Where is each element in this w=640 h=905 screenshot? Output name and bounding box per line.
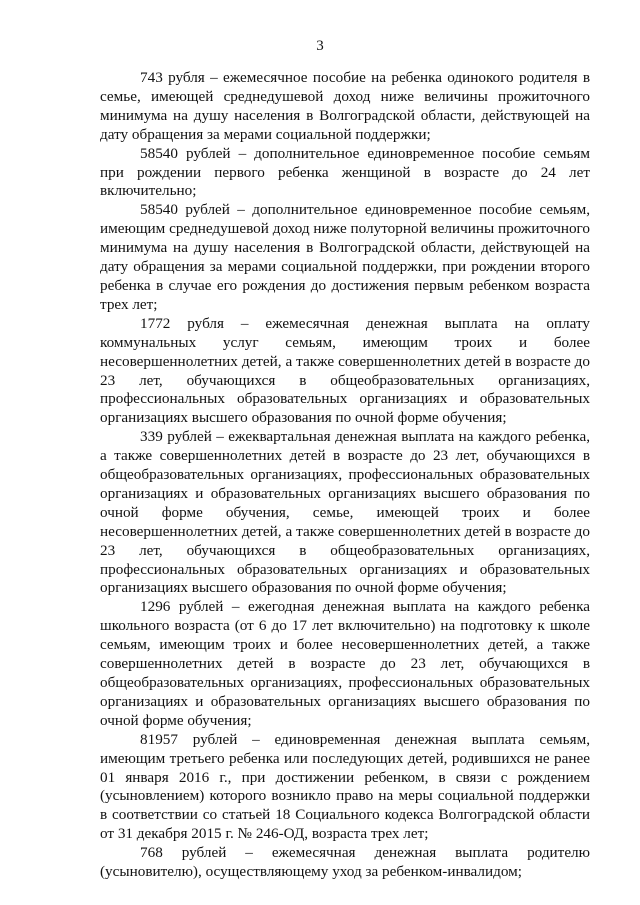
page-number: 3: [316, 38, 324, 54]
paragraph-quarterly-payment: 339 рублей – ежеквартальная денежная выплата на каждого ребенка, а также совершеннолетних детей в возрасте до 23 лет, обучающихся в общеобразовательных организациях, профессиональных образовательных организациях и образовательных организациях высшего образования по очной форме обучения, семье, имеющей троих и более несовершеннолетних детей, а также совершеннолетних детей в возрасте до 23 лет, обучающихся в общеобразовательных организациях, профессиональных образовательных организациях и образовательных организациях высшего образования по очной форме обучения;: [100, 428, 590, 597]
paragraph-third-child-payment: 81957 рублей – единовременная денежная выплата семьям, имеющим третьего ребенка или последующих детей, родившихся не ранее 01 января 2016 г., при достижении ребенком, в связи с рождением (усыновлением) которого возникло право на меры социальной поддержки в соответствии со статьей 18 Социального кодекса Волгоградской области от 31 декабря 2015 г. № 246-ОД, возраста трех лет;: [100, 730, 590, 843]
paragraph-utilities-payment: 1772 рубля – ежемесячная денежная выплата на оплату коммунальных услуг семьям, имеющим троих и более несовершеннолетних детей, а также совершеннолетних детей в возрасте до 23 лет, обучающихся в общеобразовательных организациях, профессиональных образовательных организациях и образовательных организациях высшего образования по очной форме обучения;: [100, 314, 590, 427]
paragraph-school-preparation-payment: 1296 рублей – ежегодная денежная выплата на каждого ребенка школьного возраста (от 6 до 17 лет включительно) на подготовку к школе семьям, имеющим троих и более несовершеннолетних детей, а также совершеннолетних детей в возрасте до 23 лет, обучающихся в общеобразовательных организациях, профессиональных образовательных организациях и образовательных организациях высшего образования по очной форме обучения;: [100, 598, 590, 729]
paragraph-single-parent-allowance: 743 рубля – ежемесячное пособие на ребенка одинокого родителя в семье, имеющей среднедушевой доход ниже величины прожиточного минимума на душу населения в Волгоградской области, действующей на дату обращения за мерами социальной поддержки;: [100, 69, 590, 143]
paragraph-first-child-lump-sum: 58540 рублей – дополнительное единовременное пособие семьям при рождении первого ребенка женщиной в возрасте до 24 лет включительно;: [100, 144, 590, 200]
paragraph-second-child-lump-sum: 58540 рублей – дополнительное единовременное пособие семьям, имеющим среднедушевой доход ниже полуторной величины прожиточного минимума на душу населения в Волгоградской области, действующей на дату обращения за мерами социальной поддержки, при рождении второго ребенка в случае его рождения до достижения первым ребенком возраста трех лет;: [100, 201, 590, 313]
paragraph-disabled-child-care-payment: 768 рублей – ежемесячная денежная выплата родителю (усыновителю), осуществляющему уход за ребенком-инвалидом;: [100, 844, 590, 881]
document-body: [100, 69, 590, 882]
